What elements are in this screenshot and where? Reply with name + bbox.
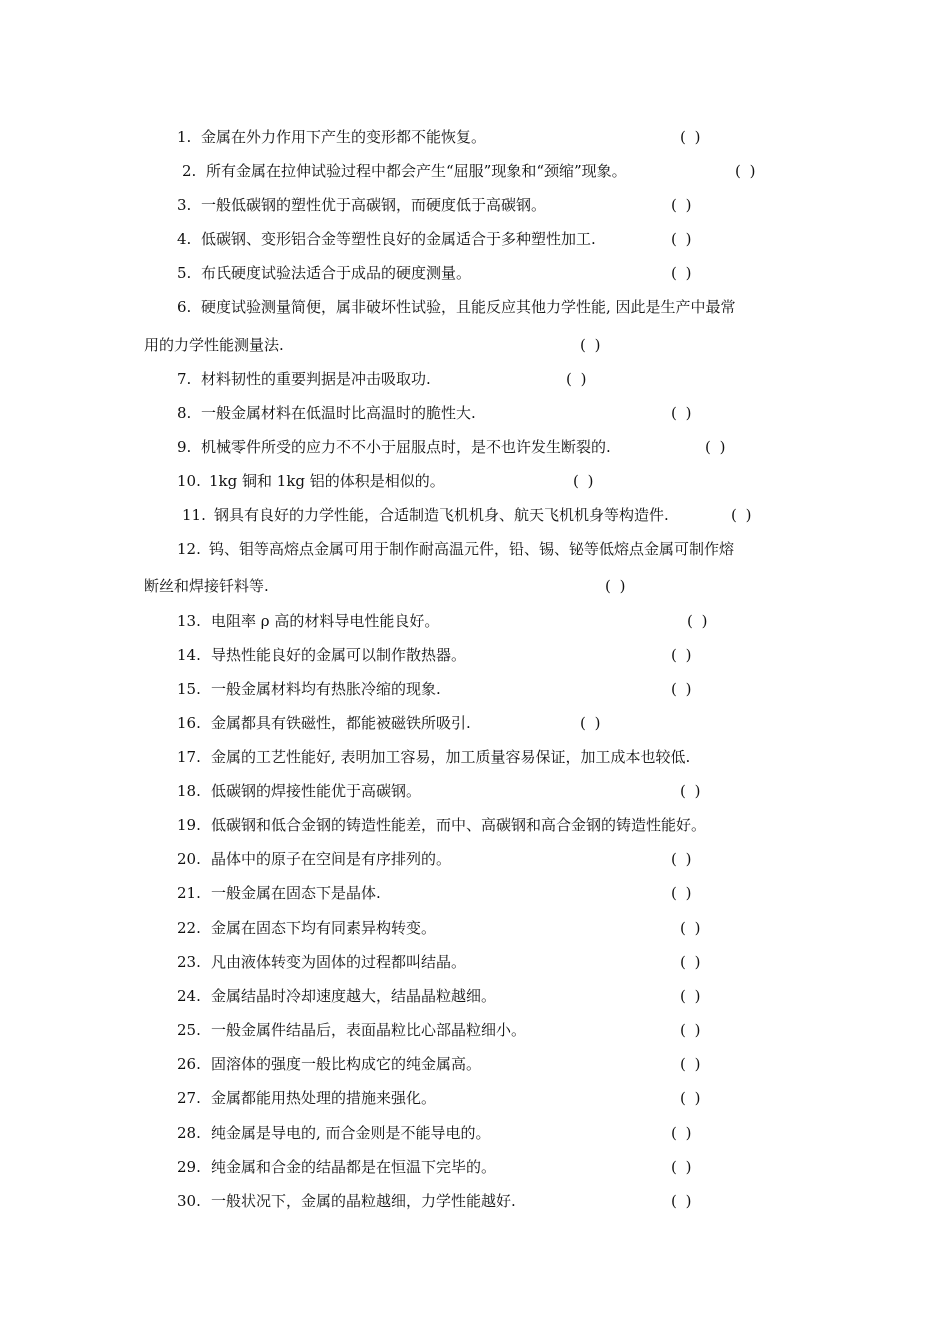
answer-bracket: ( )	[680, 128, 703, 146]
question-1	[0, 125, 950, 149]
question-number: 24.	[177, 987, 201, 1005]
answer-bracket: ( )	[671, 884, 694, 902]
answer-bracket: ( )	[671, 850, 694, 868]
question-14	[0, 643, 950, 667]
question-11	[0, 503, 950, 527]
answer-bracket: ( )	[671, 1158, 694, 1176]
answer-bracket: ( )	[680, 919, 703, 937]
answer-bracket: ( )	[705, 438, 728, 456]
answer-bracket: ( )	[671, 1124, 694, 1142]
question-8	[0, 401, 950, 425]
question-number: 26.	[177, 1055, 201, 1073]
question-number: 28.	[177, 1124, 201, 1142]
question-20	[0, 847, 950, 871]
question-6-continuation	[0, 333, 950, 357]
answer-bracket: ( )	[680, 953, 703, 971]
question-27	[0, 1086, 950, 1110]
question-text: 硬度试验测量简便，属非破坏性试验，且能反应其他力学性能, 因此是生产中最常	[201, 298, 736, 316]
question-number: 15.	[177, 680, 201, 698]
question-number: 22.	[177, 919, 201, 937]
question-text: 1kg 铜和 1kg 铝的体积是相似的。	[209, 472, 445, 490]
answer-bracket: ( )	[573, 472, 596, 490]
question-number: 2.	[182, 162, 197, 180]
question-text: 材料韧性的重要判据是冲击吸取功.	[201, 370, 431, 388]
question-text: 机械零件所受的应力不不小于屈服点时，是不也许发生断裂的.	[201, 438, 611, 456]
question-23	[0, 950, 950, 974]
question-text: 金属结晶时冷却速度越大，结晶晶粒越细。	[211, 987, 497, 1005]
question-number: 9.	[177, 438, 192, 456]
answer-bracket: ( )	[580, 714, 603, 732]
answer-bracket: ( )	[735, 162, 758, 180]
question-28	[0, 1121, 950, 1145]
question-number: 8.	[177, 404, 192, 422]
answer-bracket: ( )	[680, 987, 703, 1005]
question-6	[0, 295, 950, 319]
question-number: 16.	[177, 714, 201, 732]
answer-bracket: ( )	[605, 577, 628, 595]
question-3	[0, 193, 950, 217]
question-5	[0, 261, 950, 285]
question-4	[0, 227, 950, 251]
question-text: 一般低碳钢的塑性优于高碳钢，而硬度低于高碳钢。	[201, 196, 547, 214]
question-16	[0, 711, 950, 735]
question-number: 11.	[182, 506, 206, 524]
question-text: 纯金属是导电的, 而合金则是不能导电的。	[211, 1124, 491, 1142]
question-number: 12.	[177, 540, 201, 558]
question-18	[0, 779, 950, 803]
question-number: 7.	[177, 370, 192, 388]
question-19	[0, 813, 950, 837]
answer-bracket: ( )	[671, 264, 694, 282]
question-text: 金属在外力作用下产生的变形都不能恢复。	[201, 128, 487, 146]
question-12	[0, 537, 950, 561]
question-number: 19.	[177, 816, 201, 834]
question-text: 金属的工艺性能好, 表明加工容易，加工质量容易保证，加工成本也较低.	[211, 748, 691, 766]
question-text: 钨、钼等高熔点金属可用于制作耐高温元件，铅、锡、铋等低熔点金属可制作熔	[209, 540, 735, 558]
answer-bracket: ( )	[680, 1055, 703, 1073]
question-number: 14.	[177, 646, 201, 664]
question-number: 10.	[177, 472, 201, 490]
question-10	[0, 469, 950, 493]
question-21	[0, 881, 950, 905]
question-7	[0, 367, 950, 391]
question-13	[0, 609, 950, 633]
question-number: 29.	[177, 1158, 201, 1176]
question-2	[0, 159, 950, 183]
question-26	[0, 1052, 950, 1076]
question-text: 金属在固态下均有同素异构转变。	[211, 919, 437, 937]
question-number: 13.	[177, 612, 201, 630]
question-number: 18.	[177, 782, 201, 800]
answer-bracket: ( )	[680, 782, 703, 800]
question-number: 30.	[177, 1192, 201, 1210]
question-text: 导热性能良好的金属可以制作散热器。	[211, 646, 467, 664]
question-22	[0, 916, 950, 940]
question-number: 5.	[177, 264, 192, 282]
question-text: 低碳钢、变形铝合金等塑性良好的金属适合于多种塑性加工.	[201, 230, 596, 248]
question-12-continuation	[0, 574, 950, 598]
answer-bracket: ( )	[671, 230, 694, 248]
question-text: 固溶体的强度一般比构成它的纯金属高。	[211, 1055, 482, 1073]
question-number: 27.	[177, 1089, 201, 1107]
question-text: 电阻率 ρ 高的材料导电性能良好。	[211, 612, 440, 630]
answer-bracket: ( )	[671, 646, 694, 664]
answer-bracket: ( )	[671, 404, 694, 422]
question-text: 钢具有良好的力学性能，合适制造飞机机身、航天飞机机身等构造件.	[214, 506, 669, 524]
question-text: 一般金属在固态下是晶体.	[211, 884, 381, 902]
question-30	[0, 1189, 950, 1213]
question-number: 1.	[177, 128, 192, 146]
answer-bracket: ( )	[671, 196, 694, 214]
question-text: 一般金属材料在低温时比高温时的脆性大.	[201, 404, 476, 422]
question-text: 低碳钢和低合金钢的铸造性能差，而中、高碳钢和高合金钢的铸造性能好。	[211, 816, 707, 834]
question-text-continuation: 用的力学性能测量法.	[144, 336, 284, 354]
question-text: 金属都具有铁磁性，都能被磁铁所吸引.	[211, 714, 471, 732]
question-text: 一般金属材料均有热胀冷缩的现象.	[211, 680, 441, 698]
answer-bracket: ( )	[680, 1089, 703, 1107]
question-number: 25.	[177, 1021, 201, 1039]
question-text: 晶体中的原子在空间是有序排列的。	[211, 850, 452, 868]
question-text: 一般状况下，金属的晶粒越细，力学性能越好.	[211, 1192, 516, 1210]
question-text-continuation: 断丝和焊接钎料等.	[144, 577, 269, 595]
answer-bracket: ( )	[731, 506, 754, 524]
question-text: 金属都能用热处理的措施来强化。	[211, 1089, 437, 1107]
question-text: 纯金属和合金的结晶都是在恒温下完毕的。	[211, 1158, 497, 1176]
answer-bracket: ( )	[566, 370, 589, 388]
answer-bracket: ( )	[671, 680, 694, 698]
question-text: 凡由液体转变为固体的过程都叫结晶。	[211, 953, 467, 971]
answer-bracket: ( )	[687, 612, 710, 630]
question-9	[0, 435, 950, 459]
answer-bracket: ( )	[580, 336, 603, 354]
question-number: 23.	[177, 953, 201, 971]
question-29	[0, 1155, 950, 1179]
question-number: 17.	[177, 748, 201, 766]
answer-bracket: ( )	[671, 1192, 694, 1210]
question-text: 布氏硬度试验法适合于成品的硬度测量。	[201, 264, 472, 282]
question-24	[0, 984, 950, 1008]
question-number: 4.	[177, 230, 192, 248]
question-text: 低碳钢的焊接性能优于高碳钢。	[211, 782, 422, 800]
question-17	[0, 745, 950, 769]
question-25	[0, 1018, 950, 1042]
question-15	[0, 677, 950, 701]
question-number: 3.	[177, 196, 192, 214]
question-number: 6.	[177, 298, 192, 316]
question-number: 21.	[177, 884, 201, 902]
answer-bracket: ( )	[680, 1021, 703, 1039]
question-text: 一般金属件结晶后，表面晶粒比心部晶粒细小。	[211, 1021, 527, 1039]
question-number: 20.	[177, 850, 201, 868]
question-text: 所有金属在拉伸试验过程中都会产生“屈服”现象和“颈缩”现象。	[206, 162, 627, 180]
